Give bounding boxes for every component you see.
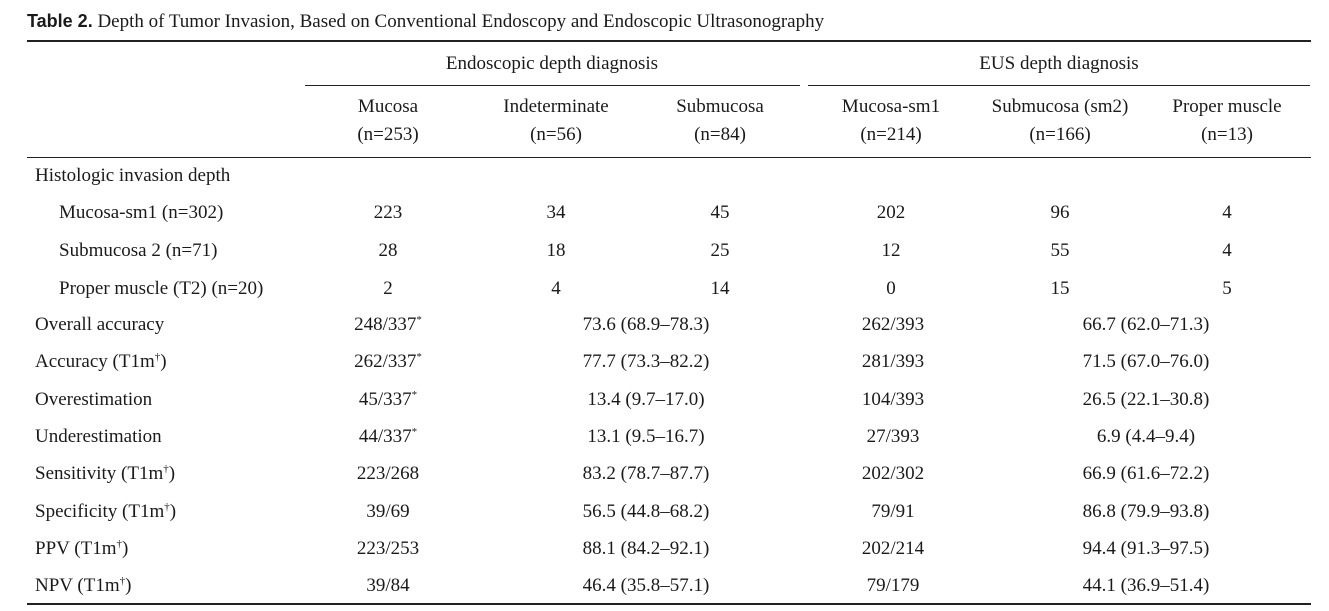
table-cell: 25 xyxy=(710,240,730,261)
endoscopic-percent-cell: 46.4 (35.8–57.1) xyxy=(582,575,710,596)
column-header-name: Mucosa xyxy=(357,96,419,117)
row-label-text: PPV (T1m xyxy=(35,538,117,559)
eus-group-rule xyxy=(808,85,1310,86)
endoscopic-fraction-cell xyxy=(357,463,419,485)
endoscopic-fraction-value: 223/253 xyxy=(356,538,420,559)
table-cell: 4 xyxy=(1222,240,1232,261)
table-cell: 34 xyxy=(546,202,566,223)
row-label-close: ) xyxy=(169,501,177,522)
row-label-close: ) xyxy=(125,575,132,596)
table-cell: 2 xyxy=(383,278,393,299)
endoscopic-percent-cell: 77.7 (73.3–82.2) xyxy=(582,351,710,372)
endoscopic-percent-cell: 88.1 (84.2–92.1) xyxy=(582,538,710,559)
table-cell: 18 xyxy=(546,240,566,261)
table-caption xyxy=(27,11,824,33)
column-header-name: Submucosa xyxy=(676,96,764,117)
row-label-text: NPV (T1m xyxy=(35,575,120,596)
dagger-footnote-mark: † xyxy=(154,351,161,363)
column-header-name: Indeterminate xyxy=(503,96,609,117)
eus-percent-cell: 44.1 (36.9–51.4) xyxy=(1082,575,1210,596)
eus-fraction-cell: 104/393 xyxy=(861,389,925,410)
endoscopic-percent-cell: 13.4 (9.7–17.0) xyxy=(587,389,705,410)
row-label-close: ) xyxy=(121,538,129,559)
row-label: Mucosa-sm1 (n=302) xyxy=(59,202,224,223)
dagger-footnote-mark: † xyxy=(164,501,170,513)
row-label-text: Sensitivity (T1m xyxy=(35,463,164,484)
endoscopic-percent-cell: 73.6 (68.9–78.3) xyxy=(582,314,710,335)
eus-fraction-cell: 79/91 xyxy=(871,501,915,522)
endoscopic-percent-cell: 13.1 (9.5–16.7) xyxy=(587,426,705,447)
table-cell: 45 xyxy=(710,202,730,223)
row-label-close: ) xyxy=(168,463,176,484)
column-header-n: (n=214) xyxy=(860,124,922,145)
dagger-footnote-mark: † xyxy=(119,575,126,587)
dagger-footnote-mark: † xyxy=(163,463,169,475)
column-header-name: Mucosa-sm1 xyxy=(841,96,941,117)
table-title: Depth of Tumor Invasion, Based on Conventional Endoscopy and Endoscopic Ultrasonography xyxy=(97,11,825,32)
endoscopic-fraction-cell xyxy=(354,351,422,373)
table-cell: 55 xyxy=(1050,240,1070,261)
endoscopic-fraction-cell xyxy=(357,538,419,560)
endoscopic-fraction-value: 262/337 xyxy=(354,351,417,372)
table-cell: 4 xyxy=(1222,202,1232,223)
endoscopic-fraction-cell xyxy=(366,575,409,597)
table-cell: 202 xyxy=(876,202,906,223)
endoscopic-fraction-value: 248/337 xyxy=(354,314,417,335)
table-cell: 14 xyxy=(710,278,730,299)
header-bottom-rule xyxy=(27,157,1311,158)
table-cell: 223 xyxy=(373,202,403,223)
eus-percent-cell: 26.5 (22.1–30.8) xyxy=(1082,389,1210,410)
endoscopic-percent-cell: 56.5 (44.8–68.2) xyxy=(582,501,710,522)
table-cell: 4 xyxy=(551,278,561,299)
endoscopic-fraction-cell xyxy=(366,501,409,523)
endoscopic-fraction-value: 44/337 xyxy=(358,426,412,447)
row-label xyxy=(35,575,131,597)
star-footnote-mark: * xyxy=(416,351,422,363)
row-label: Submucosa 2 (n=71) xyxy=(59,240,218,261)
eus-fraction-cell: 202/214 xyxy=(861,538,925,559)
row-label: Proper muscle (T2) (n=20) xyxy=(59,278,264,299)
row-label-text: Underestimation xyxy=(35,426,162,447)
row-label xyxy=(35,426,162,448)
column-header-n: (n=13) xyxy=(1201,124,1253,145)
endoscopic-fraction-value: 45/337 xyxy=(358,389,412,410)
star-footnote-mark: * xyxy=(416,314,422,326)
table-label: Table 2. xyxy=(27,11,93,31)
eus-fraction-cell: 262/393 xyxy=(861,314,925,335)
column-header-n: (n=166) xyxy=(1029,124,1091,145)
eus-fraction-cell: 202/302 xyxy=(861,463,925,484)
endoscopic-group-rule xyxy=(305,85,800,86)
dagger-footnote-mark: † xyxy=(116,538,122,550)
row-label xyxy=(35,463,175,485)
row-label xyxy=(35,538,128,560)
column-header-n: (n=84) xyxy=(694,124,746,145)
row-label-text: Overall accuracy xyxy=(35,314,165,335)
endoscopic-fraction-value: 39/69 xyxy=(366,501,410,522)
bottom-rule xyxy=(27,603,1311,605)
group-header-eus: EUS depth diagnosis xyxy=(979,53,1139,74)
table-cell: 12 xyxy=(881,240,901,261)
section-label: Histologic invasion depth xyxy=(35,165,231,186)
column-header-n: (n=253) xyxy=(357,124,419,145)
table-cell: 5 xyxy=(1222,278,1232,299)
eus-fraction-cell: 27/393 xyxy=(866,426,920,447)
endoscopic-fraction-value: 39/84 xyxy=(366,575,410,596)
star-footnote-mark: * xyxy=(411,426,418,438)
group-header-endoscopic: Endoscopic depth diagnosis xyxy=(445,53,659,74)
row-label xyxy=(35,501,176,523)
eus-percent-cell: 94.4 (91.3–97.5) xyxy=(1082,538,1210,559)
endoscopic-fraction-value: 223/268 xyxy=(356,463,420,484)
eus-percent-cell: 86.8 (79.9–93.8) xyxy=(1082,501,1210,522)
row-label-text: Specificity (T1m xyxy=(35,501,165,522)
endoscopic-percent-cell: 83.2 (78.7–87.7) xyxy=(582,463,710,484)
endoscopic-fraction-cell xyxy=(354,314,422,336)
row-label xyxy=(35,314,164,336)
eus-percent-cell: 66.7 (62.0–71.3) xyxy=(1082,314,1210,335)
row-label xyxy=(35,389,152,411)
eus-percent-cell: 71.5 (67.0–76.0) xyxy=(1082,351,1210,372)
table-cell: 96 xyxy=(1050,202,1070,223)
row-label-text: Accuracy (T1m xyxy=(35,351,155,372)
endoscopic-fraction-cell xyxy=(359,426,417,448)
table-cell: 15 xyxy=(1050,278,1070,299)
column-header-n: (n=56) xyxy=(530,124,582,145)
row-label xyxy=(35,351,167,373)
column-header-name: Submucosa (sm2) xyxy=(991,96,1129,117)
row-label-text: Overestimation xyxy=(35,389,153,410)
row-label-close: ) xyxy=(160,351,167,372)
table-cell: 0 xyxy=(886,278,896,299)
endoscopic-fraction-cell xyxy=(359,389,417,411)
star-footnote-mark: * xyxy=(411,389,418,401)
eus-fraction-cell: 281/393 xyxy=(861,351,925,372)
top-rule xyxy=(27,40,1311,42)
eus-fraction-cell: 79/179 xyxy=(866,575,920,596)
eus-percent-cell: 66.9 (61.6–72.2) xyxy=(1082,463,1210,484)
table-cell: 28 xyxy=(378,240,398,261)
column-header-name: Proper muscle xyxy=(1172,96,1282,117)
eus-percent-cell: 6.9 (4.4–9.4) xyxy=(1096,426,1196,447)
